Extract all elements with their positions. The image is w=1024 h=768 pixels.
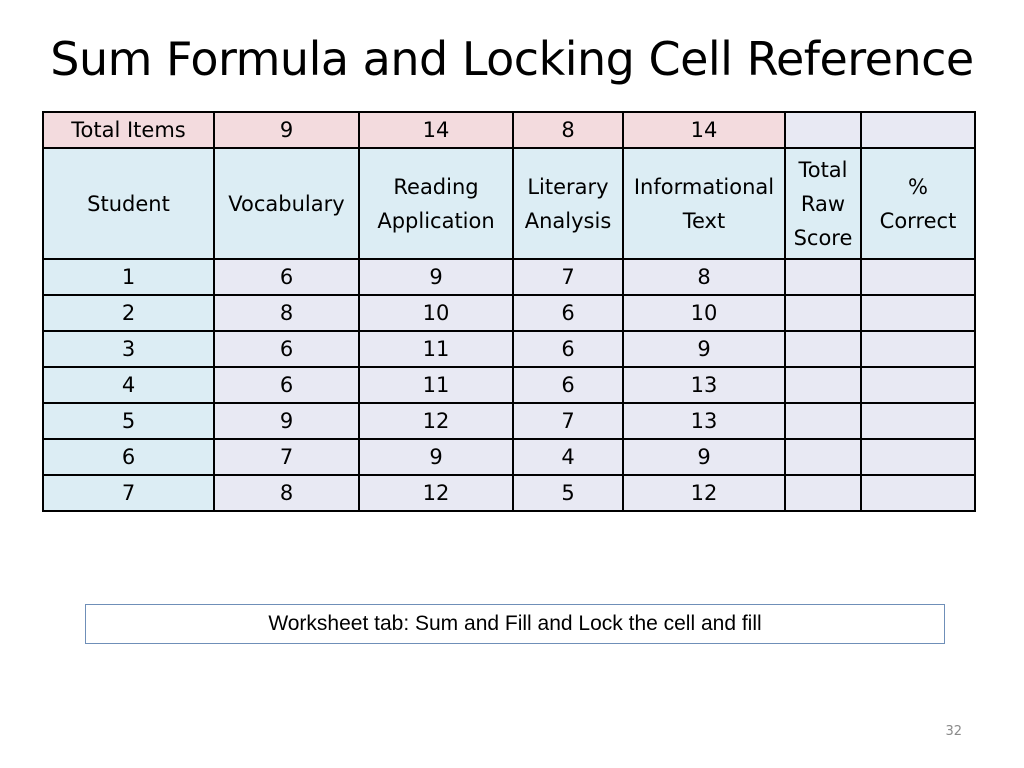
cell-informational-text[interactable]: 9 <box>623 331 785 367</box>
page-number: 32 <box>945 724 962 739</box>
totals-cell-percent-correct[interactable] <box>861 112 975 148</box>
cell-vocabulary[interactable]: 8 <box>214 295 359 331</box>
cell-informational-text[interactable]: 13 <box>623 403 785 439</box>
column-header-line: Literary <box>527 174 609 199</box>
cell-vocabulary[interactable]: 9 <box>214 403 359 439</box>
cell-reading-application[interactable]: 11 <box>359 331 513 367</box>
cell-student[interactable]: 2 <box>43 295 214 331</box>
cell-vocabulary[interactable]: 6 <box>214 259 359 295</box>
column-header-line: % <box>908 174 928 199</box>
cell-literary-analysis[interactable]: 7 <box>513 403 623 439</box>
table-row <box>43 439 975 475</box>
column-header-reading-application[interactable] <box>359 148 513 259</box>
cell-literary-analysis[interactable]: 6 <box>513 367 623 403</box>
cell-total-raw-score[interactable] <box>785 475 861 511</box>
table-row <box>43 295 975 331</box>
column-header-student[interactable] <box>43 148 214 259</box>
cell-percent-correct[interactable] <box>861 259 975 295</box>
cell-student[interactable]: 4 <box>43 367 214 403</box>
cell-informational-text[interactable]: 12 <box>623 475 785 511</box>
cell-reading-application[interactable]: 12 <box>359 403 513 439</box>
cell-student[interactable]: 3 <box>43 331 214 367</box>
cell-student[interactable]: 5 <box>43 403 214 439</box>
cell-literary-analysis[interactable]: 6 <box>513 295 623 331</box>
column-header-line: Total <box>798 157 848 182</box>
column-header-literary-analysis[interactable] <box>513 148 623 259</box>
totals-cell-student[interactable]: Total Items <box>43 112 214 148</box>
cell-total-raw-score[interactable] <box>785 295 861 331</box>
cell-reading-application[interactable]: 10 <box>359 295 513 331</box>
cell-percent-correct[interactable] <box>861 439 975 475</box>
column-header-line: Vocabulary <box>228 191 345 216</box>
cell-reading-application[interactable]: 12 <box>359 475 513 511</box>
cell-vocabulary[interactable]: 7 <box>214 439 359 475</box>
cell-percent-correct[interactable] <box>861 403 975 439</box>
cell-percent-correct[interactable] <box>861 331 975 367</box>
cell-total-raw-score[interactable] <box>785 331 861 367</box>
cell-percent-correct[interactable] <box>861 295 975 331</box>
column-header-line: Analysis <box>524 208 612 233</box>
cell-vocabulary[interactable]: 8 <box>214 475 359 511</box>
column-header-line: Application <box>377 208 495 233</box>
cell-total-raw-score[interactable] <box>785 403 861 439</box>
cell-percent-correct[interactable] <box>861 367 975 403</box>
cell-informational-text[interactable]: 13 <box>623 367 785 403</box>
column-header-line: Student <box>87 191 170 216</box>
column-header-line: Reading <box>393 174 479 199</box>
cell-informational-text[interactable]: 9 <box>623 439 785 475</box>
column-header-line: Correct <box>879 208 957 233</box>
cell-total-raw-score[interactable] <box>785 439 861 475</box>
cell-reading-application[interactable]: 9 <box>359 439 513 475</box>
column-header-line: Text <box>682 208 726 233</box>
cell-literary-analysis[interactable]: 5 <box>513 475 623 511</box>
totals-cell-literary-analysis[interactable]: 8 <box>513 112 623 148</box>
totals-cell-reading-application[interactable]: 14 <box>359 112 513 148</box>
cell-reading-application[interactable]: 9 <box>359 259 513 295</box>
cell-total-raw-score[interactable] <box>785 367 861 403</box>
totals-row <box>43 112 975 148</box>
column-header-line: Informational <box>633 174 775 199</box>
slide-title: Sum Formula and Locking Cell Reference <box>50 32 974 86</box>
cell-literary-analysis[interactable]: 6 <box>513 331 623 367</box>
instruction-note: Worksheet tab: Sum and Fill and Lock the cell and fill <box>85 604 945 644</box>
cell-percent-correct[interactable] <box>861 475 975 511</box>
cell-total-raw-score[interactable] <box>785 259 861 295</box>
table-row <box>43 475 975 511</box>
cell-informational-text[interactable]: 8 <box>623 259 785 295</box>
column-header-total-raw-score[interactable] <box>785 148 861 259</box>
column-header-vocabulary[interactable] <box>214 148 359 259</box>
totals-cell-vocabulary[interactable]: 9 <box>214 112 359 148</box>
table-row <box>43 367 975 403</box>
cell-student[interactable]: 7 <box>43 475 214 511</box>
cell-reading-application[interactable]: 11 <box>359 367 513 403</box>
table-row <box>43 331 975 367</box>
totals-cell-informational-text[interactable]: 14 <box>623 112 785 148</box>
cell-literary-analysis[interactable]: 4 <box>513 439 623 475</box>
column-header-line: Raw <box>800 191 846 216</box>
table-row <box>43 403 975 439</box>
cell-student[interactable]: 6 <box>43 439 214 475</box>
cell-vocabulary[interactable]: 6 <box>214 367 359 403</box>
cell-informational-text[interactable]: 10 <box>623 295 785 331</box>
table-row <box>43 259 975 295</box>
cell-literary-analysis[interactable]: 7 <box>513 259 623 295</box>
cell-vocabulary[interactable]: 6 <box>214 331 359 367</box>
column-header-percent-correct[interactable] <box>861 148 975 259</box>
totals-cell-total-raw-score[interactable] <box>785 112 861 148</box>
header-row <box>43 148 975 259</box>
column-header-informational-text[interactable] <box>623 148 785 259</box>
cell-student[interactable]: 1 <box>43 259 214 295</box>
scores-table <box>42 111 976 512</box>
column-header-line: Score <box>793 225 853 250</box>
